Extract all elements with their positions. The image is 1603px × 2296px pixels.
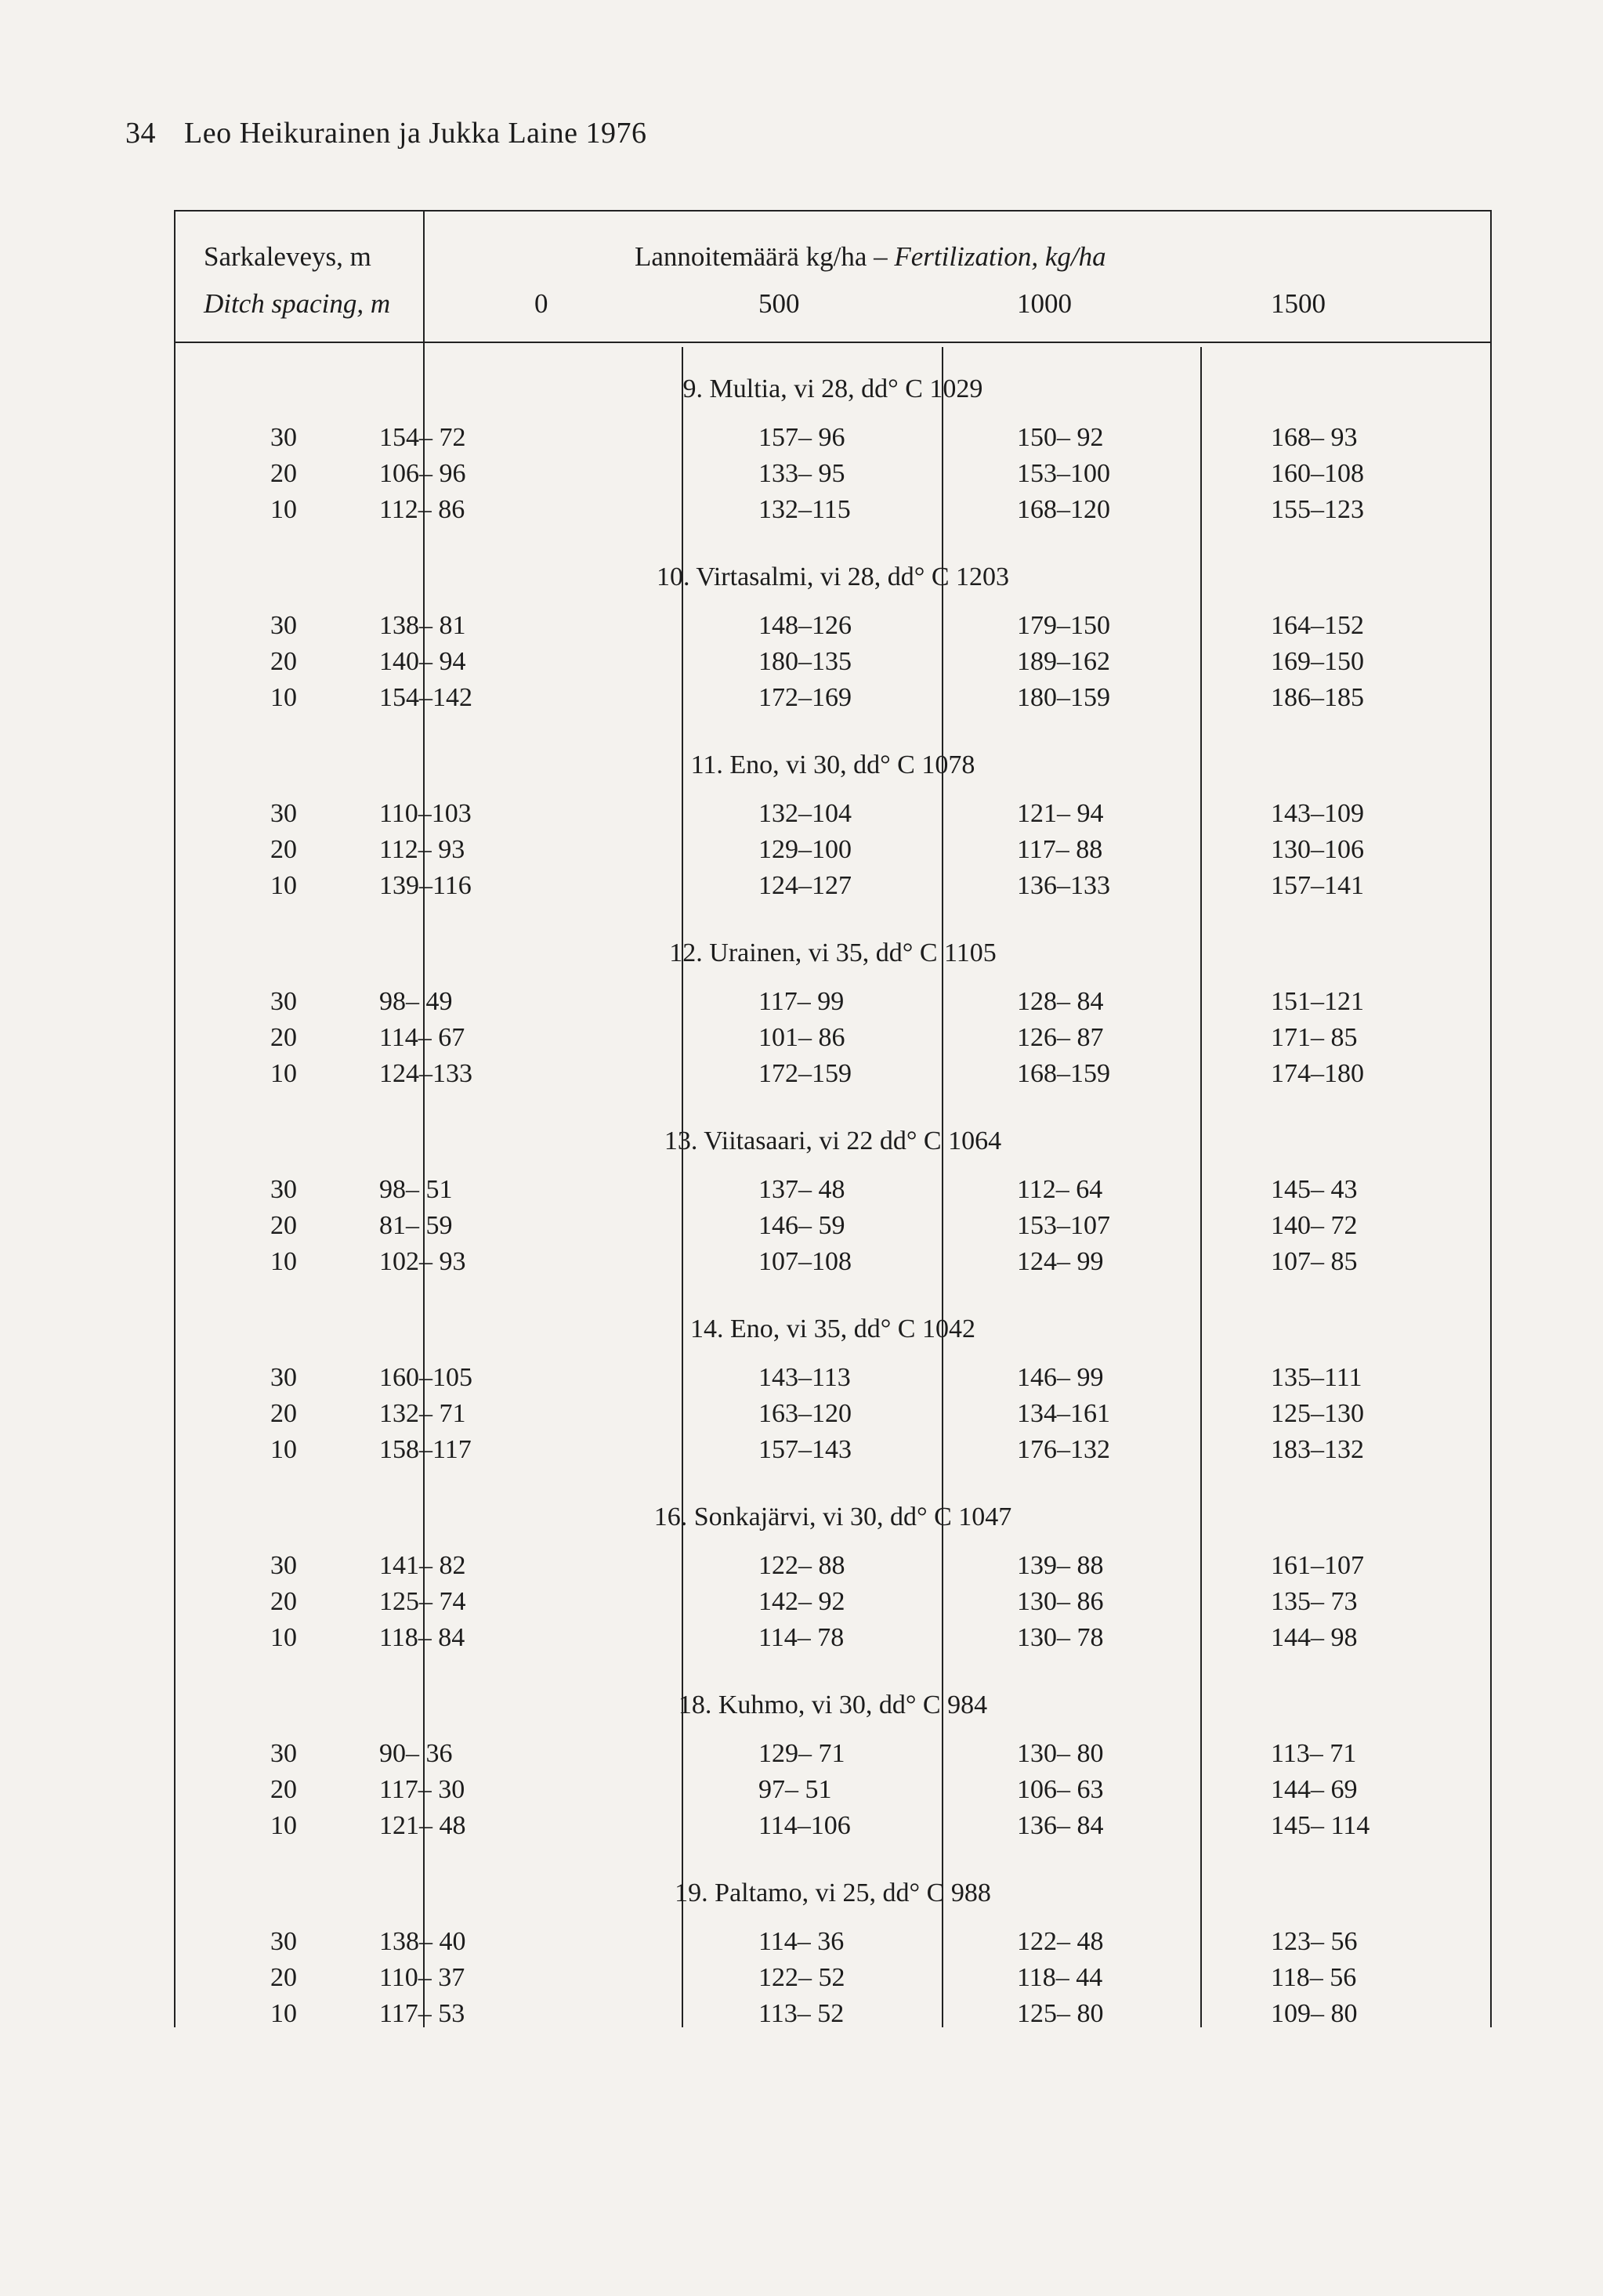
ditch-spacing-cell: 30 bbox=[270, 1551, 297, 1580]
value-1000-cell: 130– 86 bbox=[1017, 1587, 1104, 1616]
value-500-cell: 124–127 bbox=[758, 871, 852, 900]
value-1000-cell: 130– 80 bbox=[1017, 1739, 1104, 1768]
ditch-spacing-cell: 20 bbox=[270, 835, 297, 864]
table-row bbox=[174, 1811, 1492, 1847]
table-row bbox=[174, 1587, 1492, 1623]
table-row bbox=[174, 871, 1492, 907]
value-1000-cell: 128– 84 bbox=[1017, 987, 1104, 1016]
value-0-cell: 90– 36 bbox=[379, 1739, 453, 1768]
value-1000-cell: 168–159 bbox=[1017, 1059, 1110, 1088]
value-0-cell: 141– 82 bbox=[379, 1551, 466, 1580]
data-table bbox=[174, 210, 1492, 2043]
value-0-cell: 154– 72 bbox=[379, 423, 466, 452]
value-1000-cell: 146– 99 bbox=[1017, 1363, 1104, 1392]
table-row bbox=[174, 459, 1492, 495]
value-1500-cell: 168– 93 bbox=[1271, 423, 1358, 452]
table-row bbox=[174, 1775, 1492, 1811]
ditch-spacing-cell: 20 bbox=[270, 1587, 297, 1616]
site-title: 16. Sonkajärvi, vi 30, dd° C 1047 bbox=[653, 1502, 1012, 1531]
table-row bbox=[174, 1023, 1492, 1059]
value-1000-cell: 124– 99 bbox=[1017, 1247, 1104, 1276]
ditch-spacing-cell: 30 bbox=[270, 611, 297, 640]
ditch-spacing-cell: 10 bbox=[270, 871, 297, 900]
value-500-cell: 157– 96 bbox=[758, 423, 845, 452]
table-top-rule bbox=[174, 210, 1492, 212]
value-0-cell: 114– 67 bbox=[379, 1023, 465, 1052]
value-1500-cell: 160–108 bbox=[1271, 459, 1364, 488]
value-0-cell: 124–133 bbox=[379, 1059, 472, 1088]
running-header bbox=[125, 116, 646, 150]
value-0-cell: 110– 37 bbox=[379, 1963, 465, 1992]
table-row bbox=[174, 1435, 1492, 1471]
site-title: 9. Multia, vi 28, dd° C 1029 bbox=[682, 374, 983, 403]
site-section bbox=[174, 1690, 1492, 1878]
value-1000-cell: 136–133 bbox=[1017, 871, 1110, 900]
value-0-cell: 125– 74 bbox=[379, 1587, 466, 1616]
value-500-cell: 122– 52 bbox=[758, 1963, 845, 1992]
value-1500-cell: 161–107 bbox=[1271, 1551, 1364, 1580]
value-1500-cell: 135– 73 bbox=[1271, 1587, 1358, 1616]
table-row bbox=[174, 1551, 1492, 1587]
ditch-spacing-cell: 20 bbox=[270, 1023, 297, 1052]
value-1500-cell: 145– 43 bbox=[1271, 1175, 1358, 1204]
value-0-cell: 158–117 bbox=[379, 1435, 472, 1464]
table-row bbox=[174, 1059, 1492, 1095]
value-1500-cell: 130–106 bbox=[1271, 835, 1364, 864]
value-0-cell: 121– 48 bbox=[379, 1811, 466, 1840]
level-1500-header: 1500 bbox=[1271, 288, 1326, 319]
value-0-cell: 102– 93 bbox=[379, 1247, 466, 1276]
value-1500-cell: 123– 56 bbox=[1271, 1927, 1358, 1956]
value-0-cell: 117– 30 bbox=[379, 1775, 465, 1804]
value-1500-cell: 171– 85 bbox=[1271, 1023, 1358, 1052]
site-title: 14. Eno, vi 35, dd° C 1042 bbox=[690, 1314, 975, 1343]
value-0-cell: 132– 71 bbox=[379, 1399, 466, 1428]
value-1000-cell: 122– 48 bbox=[1017, 1927, 1104, 1956]
table-row bbox=[174, 1999, 1492, 2035]
fertilization-label-fi: Lannoitemäärä kg/ha – bbox=[635, 241, 888, 272]
value-1500-cell: 155–123 bbox=[1271, 495, 1364, 524]
table-row bbox=[174, 1247, 1492, 1283]
table-row bbox=[174, 1175, 1492, 1211]
value-500-cell: 114– 36 bbox=[758, 1927, 845, 1956]
value-0-cell: 138– 40 bbox=[379, 1927, 466, 1956]
level-500-header: 500 bbox=[758, 288, 800, 319]
value-1500-cell: 164–152 bbox=[1271, 611, 1364, 640]
value-0-cell: 138– 81 bbox=[379, 611, 466, 640]
value-1000-cell: 136– 84 bbox=[1017, 1811, 1104, 1840]
spacing-header-fi: Sarkaleveys, m bbox=[204, 241, 371, 272]
value-1000-cell: 189–162 bbox=[1017, 647, 1110, 676]
site-section bbox=[174, 1314, 1492, 1502]
site-title: 19. Paltamo, vi 25, dd° C 988 bbox=[675, 1878, 991, 1907]
value-500-cell: 148–126 bbox=[758, 611, 852, 640]
table-row bbox=[174, 1399, 1492, 1435]
site-title: 18. Kuhmo, vi 30, dd° C 984 bbox=[678, 1690, 988, 1719]
ditch-spacing-cell: 20 bbox=[270, 1211, 297, 1240]
ditch-spacing-cell: 10 bbox=[270, 495, 297, 524]
value-1000-cell: 106– 63 bbox=[1017, 1775, 1104, 1804]
value-500-cell: 117– 99 bbox=[758, 987, 845, 1016]
value-1000-cell: 153–107 bbox=[1017, 1211, 1110, 1240]
table-row bbox=[174, 647, 1492, 683]
ditch-spacing-cell: 20 bbox=[270, 647, 297, 676]
value-0-cell: 106– 96 bbox=[379, 459, 466, 488]
value-1000-cell: 121– 94 bbox=[1017, 799, 1104, 828]
value-0-cell: 118– 84 bbox=[379, 1623, 465, 1652]
value-1000-cell: 139– 88 bbox=[1017, 1551, 1104, 1580]
value-1500-cell: 109– 80 bbox=[1271, 1999, 1358, 2028]
table-row bbox=[174, 1963, 1492, 1999]
value-0-cell: 98– 51 bbox=[379, 1175, 453, 1204]
value-1000-cell: 150– 92 bbox=[1017, 423, 1104, 452]
value-500-cell: 142– 92 bbox=[758, 1587, 845, 1616]
value-1000-cell: 153–100 bbox=[1017, 459, 1110, 488]
value-1500-cell: 183–132 bbox=[1271, 1435, 1364, 1464]
value-500-cell: 101– 86 bbox=[758, 1023, 845, 1052]
table-row bbox=[174, 835, 1492, 871]
value-1500-cell: 186–185 bbox=[1271, 683, 1364, 712]
value-1000-cell: 180–159 bbox=[1017, 683, 1110, 712]
site-section bbox=[174, 374, 1492, 562]
ditch-spacing-cell: 20 bbox=[270, 1775, 297, 1804]
table-row bbox=[174, 1363, 1492, 1399]
value-500-cell: 137– 48 bbox=[758, 1175, 845, 1204]
ditch-spacing-cell: 10 bbox=[270, 1247, 297, 1276]
ditch-spacing-cell: 10 bbox=[270, 683, 297, 712]
value-500-cell: 97– 51 bbox=[758, 1775, 832, 1804]
value-1500-cell: 113– 71 bbox=[1271, 1739, 1357, 1768]
site-section bbox=[174, 1126, 1492, 1314]
site-section bbox=[174, 938, 1492, 1126]
ditch-spacing-cell: 10 bbox=[270, 1435, 297, 1464]
ditch-spacing-cell: 30 bbox=[270, 1739, 297, 1768]
value-0-cell: 160–105 bbox=[379, 1363, 472, 1392]
value-500-cell: 114– 78 bbox=[758, 1623, 845, 1652]
value-0-cell: 112– 86 bbox=[379, 495, 465, 524]
value-1000-cell: 125– 80 bbox=[1017, 1999, 1104, 2028]
table-row bbox=[174, 987, 1492, 1023]
value-500-cell: 107–108 bbox=[758, 1247, 852, 1276]
level-1000-header: 1000 bbox=[1017, 288, 1072, 319]
running-title: Leo Heikurainen ja Jukka Laine 1976 bbox=[184, 117, 647, 150]
value-500-cell: 163–120 bbox=[758, 1399, 852, 1428]
value-1500-cell: 140– 72 bbox=[1271, 1211, 1358, 1240]
value-0-cell: 98– 49 bbox=[379, 987, 453, 1016]
value-500-cell: 143–113 bbox=[758, 1363, 851, 1392]
value-500-cell: 157–143 bbox=[758, 1435, 852, 1464]
value-500-cell: 129– 71 bbox=[758, 1739, 845, 1768]
ditch-spacing-cell: 10 bbox=[270, 1999, 297, 2028]
table-row bbox=[174, 1927, 1492, 1963]
value-1500-cell: 107– 85 bbox=[1271, 1247, 1358, 1276]
value-1000-cell: 134–161 bbox=[1017, 1399, 1110, 1428]
ditch-spacing-cell: 20 bbox=[270, 1963, 297, 1992]
level-0-header: 0 bbox=[534, 288, 548, 319]
ditch-spacing-cell: 10 bbox=[270, 1059, 297, 1088]
value-500-cell: 180–135 bbox=[758, 647, 852, 676]
value-0-cell: 154–142 bbox=[379, 683, 472, 712]
value-1000-cell: 179–150 bbox=[1017, 611, 1110, 640]
table-header-rule bbox=[174, 342, 1492, 343]
value-0-cell: 112– 93 bbox=[379, 835, 465, 864]
ditch-spacing-cell: 30 bbox=[270, 1927, 297, 1956]
ditch-spacing-cell: 30 bbox=[270, 1363, 297, 1392]
value-500-cell: 132–104 bbox=[758, 799, 852, 828]
value-0-cell: 140– 94 bbox=[379, 647, 466, 676]
value-1000-cell: 118– 44 bbox=[1017, 1963, 1103, 1992]
fertilization-label-en: Fertilization, kg/ha bbox=[894, 241, 1106, 272]
value-500-cell: 172–169 bbox=[758, 683, 852, 712]
value-500-cell: 129–100 bbox=[758, 835, 852, 864]
ditch-spacing-cell: 10 bbox=[270, 1623, 297, 1652]
ditch-spacing-cell: 10 bbox=[270, 1811, 297, 1840]
page-number: 34 bbox=[125, 117, 156, 150]
value-1500-cell: 125–130 bbox=[1271, 1399, 1364, 1428]
site-title: 11. Eno, vi 30, dd° C 1078 bbox=[690, 750, 975, 779]
value-500-cell: 172–159 bbox=[758, 1059, 852, 1088]
value-1000-cell: 126– 87 bbox=[1017, 1023, 1104, 1052]
ditch-spacing-cell: 30 bbox=[270, 1175, 297, 1204]
table-row bbox=[174, 683, 1492, 719]
value-1500-cell: 143–109 bbox=[1271, 799, 1364, 828]
ditch-spacing-cell: 30 bbox=[270, 423, 297, 452]
value-500-cell: 114–106 bbox=[758, 1811, 851, 1840]
value-1500-cell: 169–150 bbox=[1271, 647, 1364, 676]
value-1500-cell: 135–111 bbox=[1271, 1363, 1362, 1392]
table-row bbox=[174, 1211, 1492, 1247]
value-1000-cell: 130– 78 bbox=[1017, 1623, 1104, 1652]
site-title: 12. Urainen, vi 35, dd° C 1105 bbox=[669, 938, 997, 967]
value-0-cell: 81– 59 bbox=[379, 1211, 453, 1240]
table-row bbox=[174, 1739, 1492, 1775]
site-section bbox=[174, 1878, 1492, 2066]
value-1500-cell: 157–141 bbox=[1271, 871, 1364, 900]
site-title: 10. Virtasalmi, vi 28, dd° C 1203 bbox=[656, 562, 1010, 591]
ditch-spacing-cell: 20 bbox=[270, 1399, 297, 1428]
table-row bbox=[174, 423, 1492, 459]
value-1500-cell: 144– 69 bbox=[1271, 1775, 1358, 1804]
value-1000-cell: 168–120 bbox=[1017, 495, 1110, 524]
table-row bbox=[174, 1623, 1492, 1659]
ditch-spacing-cell: 20 bbox=[270, 459, 297, 488]
value-500-cell: 132–115 bbox=[758, 495, 851, 524]
spacing-header-en: Ditch spacing, m bbox=[204, 288, 391, 319]
value-500-cell: 146– 59 bbox=[758, 1211, 845, 1240]
value-1000-cell: 176–132 bbox=[1017, 1435, 1110, 1464]
value-500-cell: 122– 88 bbox=[758, 1551, 845, 1580]
ditch-spacing-cell: 30 bbox=[270, 799, 297, 828]
ditch-spacing-cell: 30 bbox=[270, 987, 297, 1016]
value-1500-cell: 118– 56 bbox=[1271, 1963, 1357, 1992]
value-1500-cell: 144– 98 bbox=[1271, 1623, 1358, 1652]
value-0-cell: 117– 53 bbox=[379, 1999, 465, 2028]
value-500-cell: 133– 95 bbox=[758, 459, 845, 488]
table-row bbox=[174, 611, 1492, 647]
fertilization-header-fi bbox=[635, 241, 1106, 273]
value-0-cell: 110–103 bbox=[379, 799, 472, 828]
site-section bbox=[174, 562, 1492, 750]
value-1000-cell: 112– 64 bbox=[1017, 1175, 1103, 1204]
value-500-cell: 113– 52 bbox=[758, 1999, 845, 2028]
site-section bbox=[174, 1502, 1492, 1690]
site-section bbox=[174, 750, 1492, 938]
site-title: 13. Viitasaari, vi 22 dd° C 1064 bbox=[664, 1126, 1002, 1155]
value-1000-cell: 117– 88 bbox=[1017, 835, 1103, 864]
table-row bbox=[174, 799, 1492, 835]
value-1500-cell: 151–121 bbox=[1271, 987, 1364, 1016]
table-row bbox=[174, 495, 1492, 531]
value-1500-cell: 145– 114 bbox=[1271, 1811, 1370, 1840]
value-0-cell: 139–116 bbox=[379, 871, 472, 900]
value-1500-cell: 174–180 bbox=[1271, 1059, 1364, 1088]
